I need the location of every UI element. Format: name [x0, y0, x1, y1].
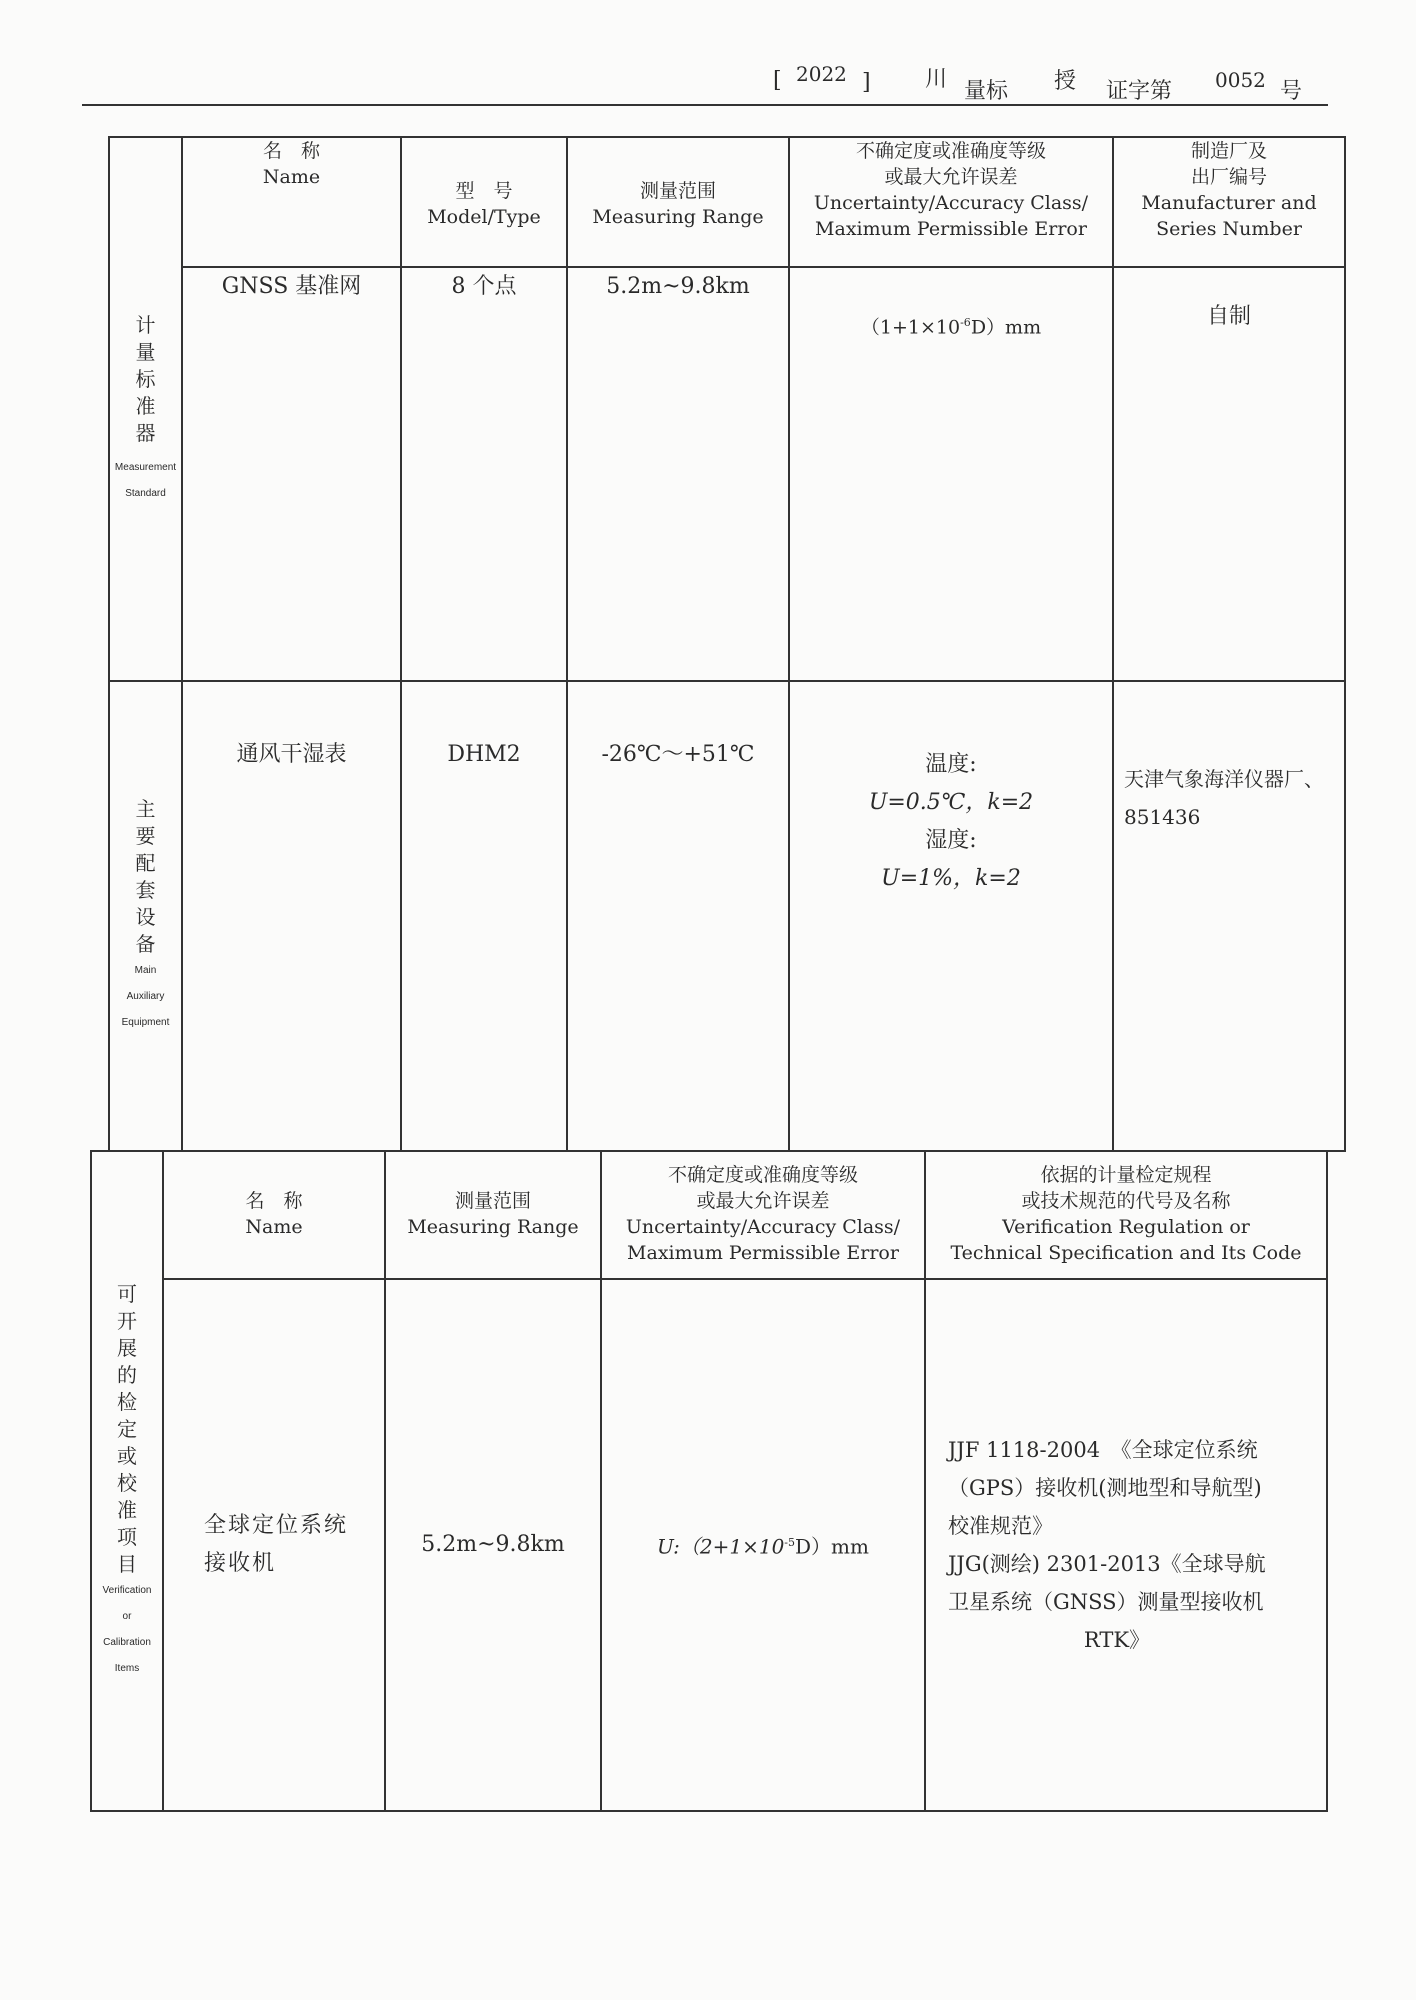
measurement-standard-label: 计量标准器 Measurement Standard: [109, 137, 182, 681]
cert-province: 川: [925, 67, 948, 92]
calibration-items-table: [90, 1150, 1328, 1812]
header-range: 测量范围 Measuring Range: [567, 137, 789, 267]
cert-prefix: 量标: [964, 79, 1009, 104]
item-name: 全球定位系统 接收机: [163, 1279, 385, 1811]
standard-equipment-table: [108, 136, 1346, 1152]
item-range: 5.2m~9.8km: [385, 1279, 601, 1811]
item-uncertainty: $U:(2+1\times 10^{-5}D)mm$: [601, 1279, 925, 1811]
equipment-uncertainty: 温度: U=0.5℃，k=2 湿度: U=1%，k=2: [789, 681, 1113, 1151]
standard-name: GNSS 基准网: [182, 267, 401, 681]
header-name: 名 称 Name: [182, 137, 401, 267]
table-row: [91, 1279, 1327, 1811]
equipment-name: 通风干湿表: [182, 681, 401, 1151]
cert-number: 0052: [1215, 68, 1266, 92]
certificate-header: [0, 58, 1416, 118]
table-row: [109, 681, 1345, 1151]
header-regulation: 依据的计量检定规程 或技术规范的代号及名称 Verification Regulation or Technical Specification and Its Code: [925, 1151, 1327, 1279]
standard-range: 5.2m~9.8km: [567, 267, 789, 681]
cert-end: 号: [1280, 79, 1303, 104]
header-model: 型 号 Model/Type: [401, 137, 567, 267]
cert-type: 授: [1054, 69, 1077, 94]
equipment-model: DHM2: [401, 681, 567, 1151]
calibration-items-label: 可开展的检定或校准项目 Verification or Calibration Items: [91, 1151, 163, 1811]
standard-manufacturer: 自制: [1113, 267, 1345, 681]
equipment-manufacturer: 天津气象海洋仪器厂、 851436: [1113, 681, 1345, 1151]
bracket-close: ]: [862, 70, 871, 95]
equipment-range: -26℃～+51℃: [567, 681, 789, 1151]
cert-year: 2022: [796, 62, 847, 86]
header-range: 测量范围 Measuring Range: [385, 1151, 601, 1279]
cert-suffix: 证字第: [1106, 79, 1173, 104]
table-row: [109, 267, 1345, 681]
standard-model: 8 个点: [401, 267, 567, 681]
header-uncertainty: 不确定度或准确度等级 或最大允许误差 Uncertainty/Accuracy Class/ Maximum Permissible Error: [601, 1151, 925, 1279]
auxiliary-equipment-label: 主要配套设备 Main Auxiliary Equipment: [109, 681, 182, 1151]
standard-uncertainty: $(1+1\times 10^{-6}D)mm$: [789, 267, 1113, 681]
bracket-open: [: [773, 68, 782, 93]
header-name: 名 称 Name: [163, 1151, 385, 1279]
header-rule: [82, 104, 1328, 106]
header-uncertainty: 不确定度或准确度等级 或最大允许误差 Uncertainty/Accuracy Class/ Maximum Permissible Error: [789, 137, 1113, 267]
header-manufacturer: 制造厂及 出厂编号 Manufacturer and Series Number: [1113, 137, 1345, 267]
item-regulation: JJF 1118-2004 《全球定位系统 （GPS）接收机(测地型和导航型) 校准规范》 JJG(测绘) 2301-2013《全球导航 卫星系统（GNSS）测量型接收机 RTK》: [925, 1279, 1327, 1811]
